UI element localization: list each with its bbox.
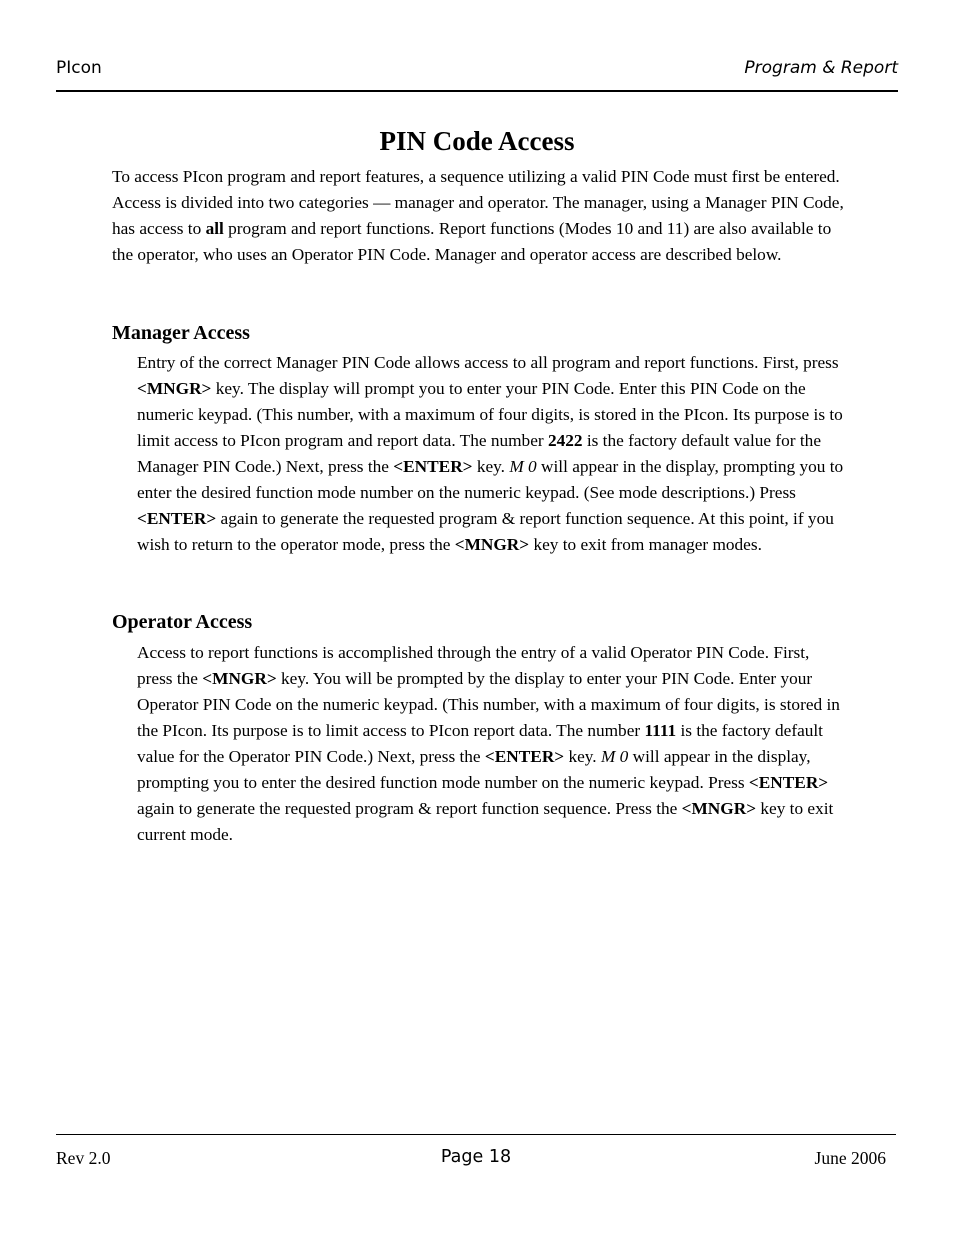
manager-key-mngr: <MNGR>: [137, 379, 212, 398]
operator-text: again to generate the requested program & report function sequence. Press the: [137, 799, 682, 818]
operator-text: Access to report functions is accomplished through the entry of a valid Operator PIN Code. First, press the: [137, 643, 810, 688]
footer-page-number: Page 18: [440, 1147, 512, 1167]
footer-date: June 2006: [814, 1148, 886, 1168]
page-header: [56, 56, 898, 92]
footer-revision: Rev 2.0: [56, 1148, 111, 1168]
manager-text: key to exit from manager modes.: [529, 535, 762, 554]
manager-key-mngr: <MNGR>: [454, 535, 530, 554]
operator-default-code: 1111: [644, 721, 677, 740]
manager-text: key. The display will prompt you to enter your PIN Code. Enter this PIN Code on the numeric keypad. (This number, with a maximum of four digits, is stored in the PIcon. Its purpose is to limit access to PIcon program and report data. The number: [137, 379, 843, 450]
manager-text: will appear in the display, prompting you to enter the desired function mode number on the numeric keypad. (See mode descriptions.) Press: [137, 457, 844, 502]
operator-mode-indicator: M 0: [600, 747, 629, 766]
operator-text: key. You will be prompted by the display to enter your PIN Code. Enter your Operator PIN Code on the numeric keypad. (This number, with a maximum of four digits, is stored in the PIcon. Its purpose is to limit access to PIcon report data. The number: [137, 669, 840, 740]
intro-paragraph: [112, 164, 848, 268]
intro-text-2: program and report functions. Report functions (Modes 10 and 11) are also available to the operator, who uses an Operator PIN Code. Manager and operator access are described below.: [112, 219, 832, 264]
manager-text: is the factory default value for the Manager PIN Code.) Next, press the: [137, 431, 821, 476]
page-title: PIN Code Access: [379, 126, 575, 156]
manager-default-code: 2422: [547, 431, 583, 450]
manager-access-heading: Manager Access: [112, 322, 250, 344]
operator-key-mngr: <MNGR>: [202, 669, 277, 688]
intro-bold-all: all: [205, 219, 224, 238]
operator-text: key to exit current mode.: [137, 799, 834, 844]
header-product-name: PIcon: [56, 58, 102, 78]
operator-text: will appear in the display, prompting you to enter the desired function mode number on the numeric keypad. Press: [137, 747, 811, 792]
manager-text: again to generate the requested program & report function sequence. At this point, if you wish to return to the operator mode, press the: [137, 509, 834, 554]
operator-access-paragraph: [137, 640, 849, 848]
operator-text: key.: [564, 747, 601, 766]
operator-access-heading: Operator Access: [112, 611, 253, 633]
intro-text-1: To access PIcon program and report features, a sequence utilizing a valid PIN Code must first be entered. Access is divided into two categories — manager and operator. The manager, using a Manager PIN Code, has access to: [112, 167, 844, 238]
manager-access-paragraph: [137, 350, 849, 558]
manager-key-enter: <ENTER>: [137, 509, 217, 528]
page-footer: [56, 1134, 896, 1175]
manager-key-enter: <ENTER>: [393, 457, 473, 476]
header-section-name: Program & Report: [744, 58, 898, 78]
manager-mode-indicator: M 0: [509, 457, 537, 476]
manager-text: Entry of the correct Manager PIN Code allows access to all program and report functions. First, press: [137, 353, 839, 372]
operator-key-enter: <ENTER>: [748, 773, 829, 792]
operator-text: is the factory default value for the Operator PIN Code.) Next, press the: [137, 721, 823, 766]
operator-key-mngr: <MNGR>: [681, 799, 757, 818]
operator-key-enter: <ENTER>: [484, 747, 565, 766]
manager-text: key.: [472, 457, 510, 476]
